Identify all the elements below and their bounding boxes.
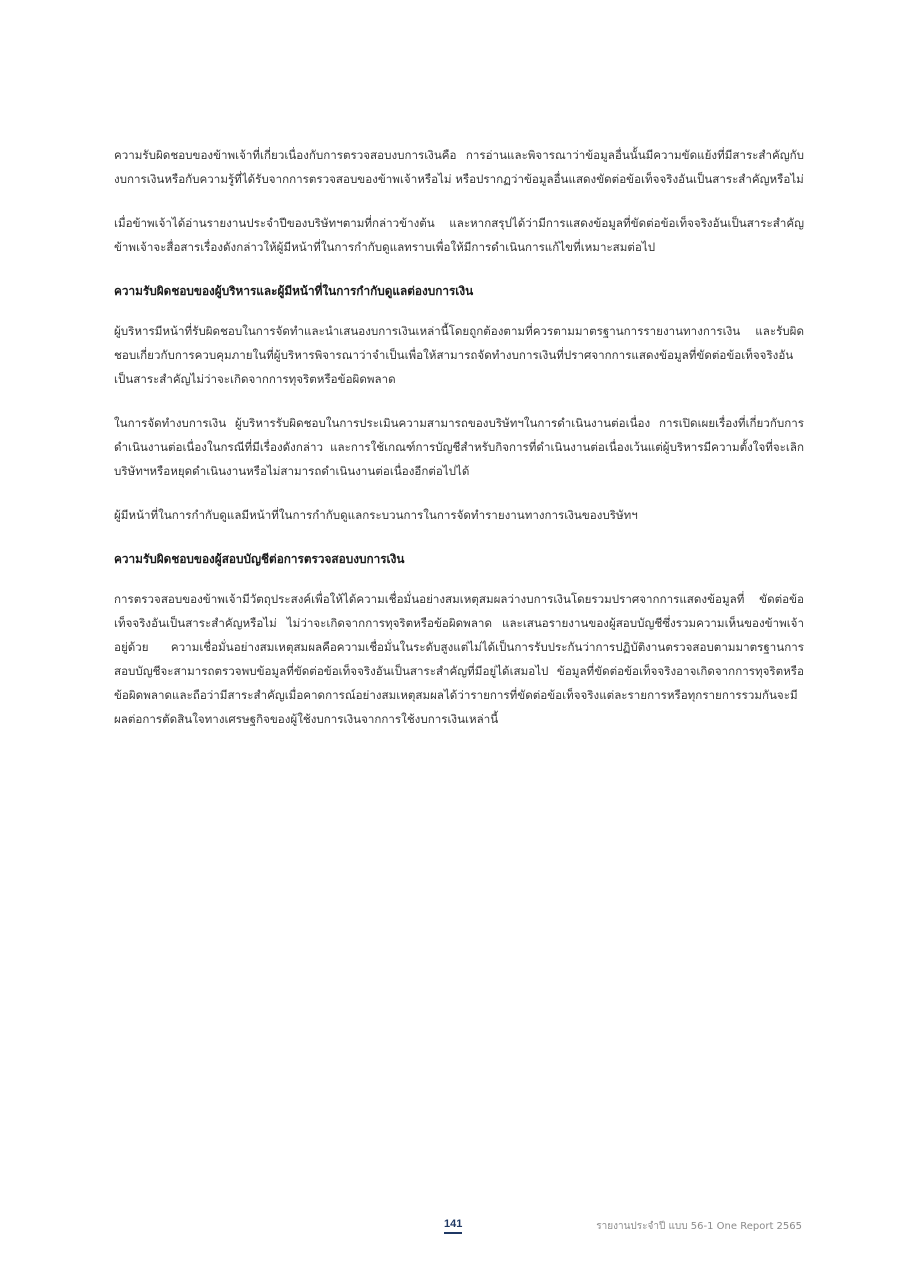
paragraph-annual-report-communication: เมื่อข้าพเจ้าได้อ่านรายงานประจำปีของบริษัทฯตามที่กล่าวข้างต้น และหากสรุปได้ว่ามีการแสดงข้อมูลที่ขัดต่อข้อเท็จจริงอันเป็นสาระสำคัญ ข้าพเจ้าจะสื่อสารเรื่องดังกล่าวให้ผู้มีหน้าที่ในการกำกับดูแลทราบเพื่อให้มีการดำเนินการแก้ไขที่เหมาะสมต่อไป [114,216,804,254]
paragraph-governance-oversight: ผู้มีหน้าที่ในการกำกับดูแลมีหน้าที่ในการกำกับดูแลกระบวนการในการจัดทำรายงานทางการเงินของบริษัทฯ [114,508,638,522]
paragraph-other-info-responsibility: ความรับผิดชอบของข้าพเจ้าที่เกี่ยวเนื่องกับการตรวจสอบงบการเงินคือ การอ่านและพิจารณาว่าข้อมูลอื่นนั้นมีความขัดแย้งที่มีสาระสำคัญกับงบการเงินหรือกับความรู้ที่ได้รับจากการตรวจสอบของข้าพเจ้าหรือไม่ หรือปรากฏว่าข้อมูลอื่นแสดงขัดต่อข้อเท็จจริงอันเป็นสาระสำคัญหรือไม่ [114,148,804,186]
page-number: 141 [444,1218,462,1234]
heading-management-responsibility: ความรับผิดชอบของผู้บริหารและผู้มีหน้าที่ในการกำกับดูแลต่องบการเงิน [114,284,474,298]
paragraph-management-preparation: ผู้บริหารมีหน้าที่รับผิดชอบในการจัดทำและนำเสนองบการเงินเหล่านี้โดยถูกต้องตามที่ควรตามมาตรฐานการรายงานทางการเงิน และรับผิดชอบเกี่ยวกับการควบคุมภายในที่ผู้บริหารพิจารณาว่าจำเป็นเพื่อให้สามารถจัดทำงบการเงินที่ปราศจากการแสดงข้อมูลที่ขัดต่อข้อเท็จจริงอันเป็นสาระสำคัญไม่ว่าจะเกิดจากการทุจริตหรือข้อผิดพลาด [114,324,804,386]
paragraph-going-concern: ในการจัดทำงบการเงิน ผู้บริหารรับผิดชอบในการประเมินความสามารถของบริษัทฯในการดำเนินงานต่อเนื่อง การเปิดเผยเรื่องที่เกี่ยวกับการดำเนินงานต่อเนื่องในกรณีที่มีเรื่องดังกล่าว และการใช้เกณฑ์การบัญชีสำหรับกิจการที่ดำเนินงานต่อเนื่องเว้นแต่ผู้บริหารมีความตั้งใจที่จะเลิกบริษัทฯหรือหยุดดำเนินงานหรือไม่สามารถดำเนินงานต่อเนื่องอีกต่อไปได้ [114,416,804,478]
report-title: รายงานประจำปี แบบ 56-1 One Report 2565 [596,1221,802,1232]
heading-auditor-responsibility: ความรับผิดชอบของผู้สอบบัญชีต่อการตรวจสอบงบการเงิน [114,552,405,566]
paragraph-audit-objective: การตรวจสอบของข้าพเจ้ามีวัตถุประสงค์เพื่อให้ได้ความเชื่อมั่นอย่างสมเหตุสมผลว่างบการเงินโดยรวมปราศจากการแสดงข้อมูลที่ ขัดต่อข้อเท็จจริงอันเป็นสาระสำคัญหรือไม่ ไม่ว่าจะเกิดจากการทุจริตหรือข้อผิดพลาด และเสนอรายงานของผู้สอบบัญชีซึ่งรวมความเห็นของข้าพเจ้าอยู่ด้วย ความเชื่อมั่นอย่างสมเหตุสมผลคือความเชื่อมั่นในระดับสูงแต่ไม่ได้เป็นการรับประกันว่าการปฏิบัติงานตรวจสอบตามมาตรฐานการสอบบัญชีจะสามารถตรวจพบข้อมูลที่ขัดต่อข้อเท็จจริงอันเป็นสาระสำคัญที่มีอยู่ได้เสมอไป ข้อมูลที่ขัดต่อข้อเท็จจริงอาจเกิดจากการทุจริตหรือข้อผิดพลาดและถือว่ามีสาระสำคัญเมื่อคาดการณ์อย่างสมเหตุสมผลได้ว่ารายการที่ขัดต่อข้อเท็จจริงแต่ละรายการหรือทุกรายการรวมกันจะมีผลต่อการตัดสินใจทางเศรษฐกิจของผู้ใช้งบการเงินจากการใช้งบการเงินเหล่านี้ [114,592,804,726]
document-body [114,143,804,751]
page-footer [0,1218,906,1242]
